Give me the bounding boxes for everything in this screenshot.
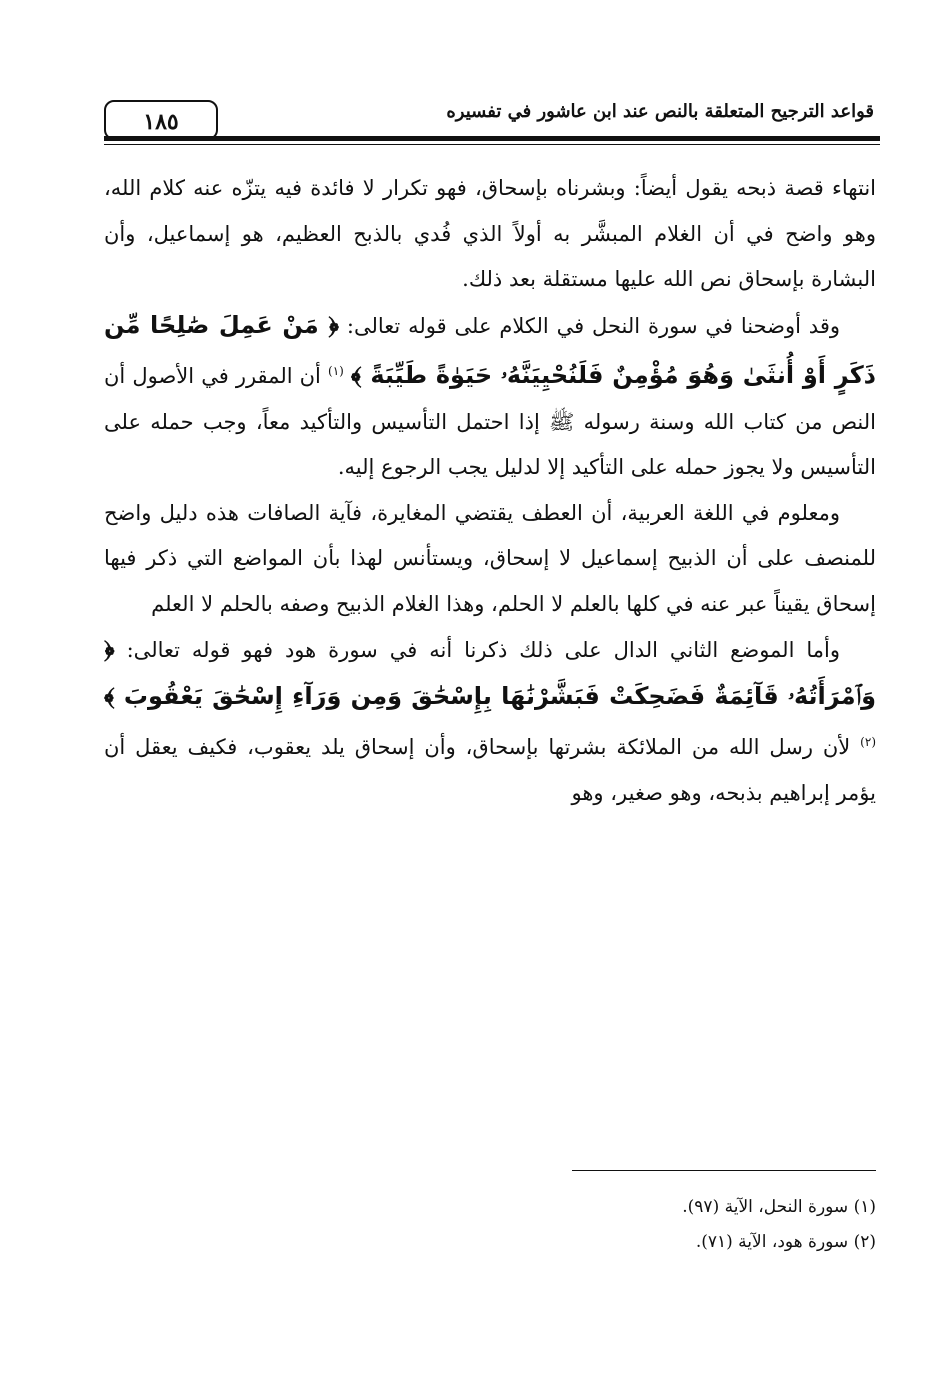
header-rule-thin (104, 144, 880, 145)
footnote-ref-1: (١) (328, 364, 344, 378)
running-title: قواعد الترجيح المتعلقة بالنص عند ابن عاشور في تفسيره (446, 101, 874, 122)
paragraph-1: انتهاء قصة ذبحه يقول أيضاً: وبشرناه بإسحاق، فهو تكرار لا فائدة فيه يتزّه عنه كلام الله، وهو واضح في أن الغلام المبشَّر به أولاً الذي فُدي بالذبح العظيم، هو إسماعيل، وأن البشارة بإسحاق نص الله عليها مستقلة بعد ذلك. (104, 176, 876, 291)
paragraph-4-rest: لأن رسل الله من الملائكة بشرتها بإسحاق، وأن إسحاق يلد يعقوب، فكيف يعقل أن يؤمر إبراهيم بذبحه، وهو صغير، وهو (104, 735, 876, 805)
footnote-ref-2: (٢) (860, 735, 876, 749)
paragraph-3: ومعلوم في اللغة العربية، أن العطف يقتضي المغايرة، فآية الصافات هذه دليل واضح للمنصف على أن الذبيح إسماعيل لا إسحاق، ويستأنس لهذا بأن المواضع التي ذكر فيها إسحاق يقيناً عبر عنه في كلها بالعلم لا الحلم، وهذا الغلام الذبيح وصفه بالحلم لا العلم (104, 500, 876, 616)
paragraph-2-rest: أن المقرر في الأصول أن النص من كتاب الله وسنة رسوله ﷺ إذا احتمل التأسيس والتأكيد معاً، وجب حمله على التأسيس ولا يجوز حمله على التأكيد إلا لدليل يجب الرجوع إليه. (104, 364, 876, 479)
footnote-separator (572, 1170, 876, 1171)
page-number: ١٨٥ (104, 100, 218, 140)
paragraph-2-intro: وقد أوضحنا في سورة النحل في الكلام على قوله تعالى: (346, 313, 841, 338)
quran-verse-hud: ﴿ وَٱمْرَأَتُهُۥ قَآئِمَةٌ فَضَحِكَتْ فَبَشَّرْنَٰهَا بِإِسْحَٰقَ وَمِن وَرَآءِ إِسْحَٰقَ يَعْقُوبَ ﴾ (104, 635, 876, 710)
main-text (104, 166, 876, 816)
header-rule-thick (104, 136, 880, 141)
footnote-1: (١) سورة النحل، الآية (٩٧). (682, 1197, 876, 1217)
page-header (104, 98, 880, 148)
paragraph-4-intro: وأما الموضع الثاني الدال على ذلك ذكرنا أنه في سورة هود فهو قوله تعالى: (126, 638, 840, 662)
paragraph-4 (104, 627, 876, 816)
paragraph-2 (104, 303, 876, 491)
footnote-2: (٢) سورة هود، الآية (٧١). (695, 1232, 876, 1252)
quran-verse-nahl: ﴿ مَنْ عَمِلَ صَٰلِحًا مِّن ذَكَرٍ أَوْ أُنثَىٰ وَهُوَ مُؤْمِنٌ فَلَنُحْيِيَنَّهُۥ حَيَوٰةً طَيِّبَةً ﴾ (104, 310, 876, 389)
footnotes (104, 1190, 876, 1260)
